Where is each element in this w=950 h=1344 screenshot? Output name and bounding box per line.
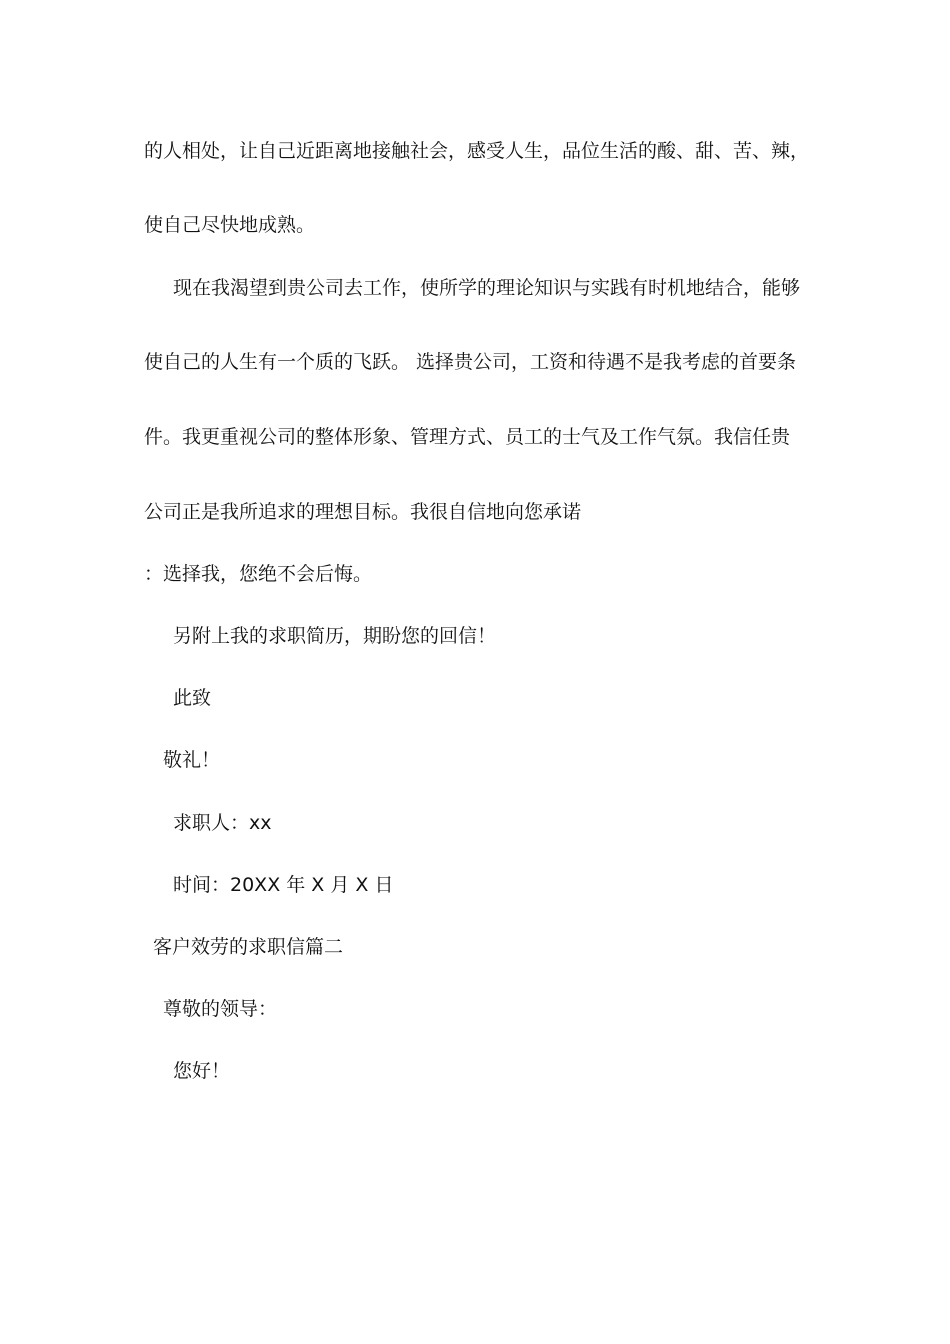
salutation-closing: 此致 [173,687,212,709]
paragraph-line: 的人相处，让自己近距离地接触社会，感受人生，品位生活的酸、甜、苦、辣， [144,140,810,162]
paragraph-line: 件。我更重视公司的整体形象、管理方式、员工的士气及工作气氛。我信任贵 [144,426,791,448]
salutation-regards: 敬礼！ [163,749,221,771]
greeting-hello: 您好！ [173,1060,231,1082]
paragraph-line: ：选择我，您绝不会后悔。 [144,563,373,585]
paragraph-line: 现在我渴望到贵公司去工作，使所学的理论知识与实践有时机地结合，能够 [173,277,801,299]
applicant-name: 求职人：xx [173,812,272,834]
section-title: 客户效劳的求职信篇二 [153,936,344,958]
closing-note: 另附上我的求职简历，期盼您的回信！ [173,625,497,647]
paragraph-line: 使自己的人生有一个质的飞跃。 选择贵公司，工资和待遇不是我考虑的首要条 [144,351,797,373]
letter-date: 时间：20XX 年 X 月 X 日 [173,874,394,896]
paragraph-line: 使自己尽快地成熟。 [144,214,316,236]
paragraph-line: 公司正是我所追求的理想目标。我很自信地向您承诺 [144,501,582,523]
greeting-recipient: 尊敬的领导： [163,998,278,1020]
